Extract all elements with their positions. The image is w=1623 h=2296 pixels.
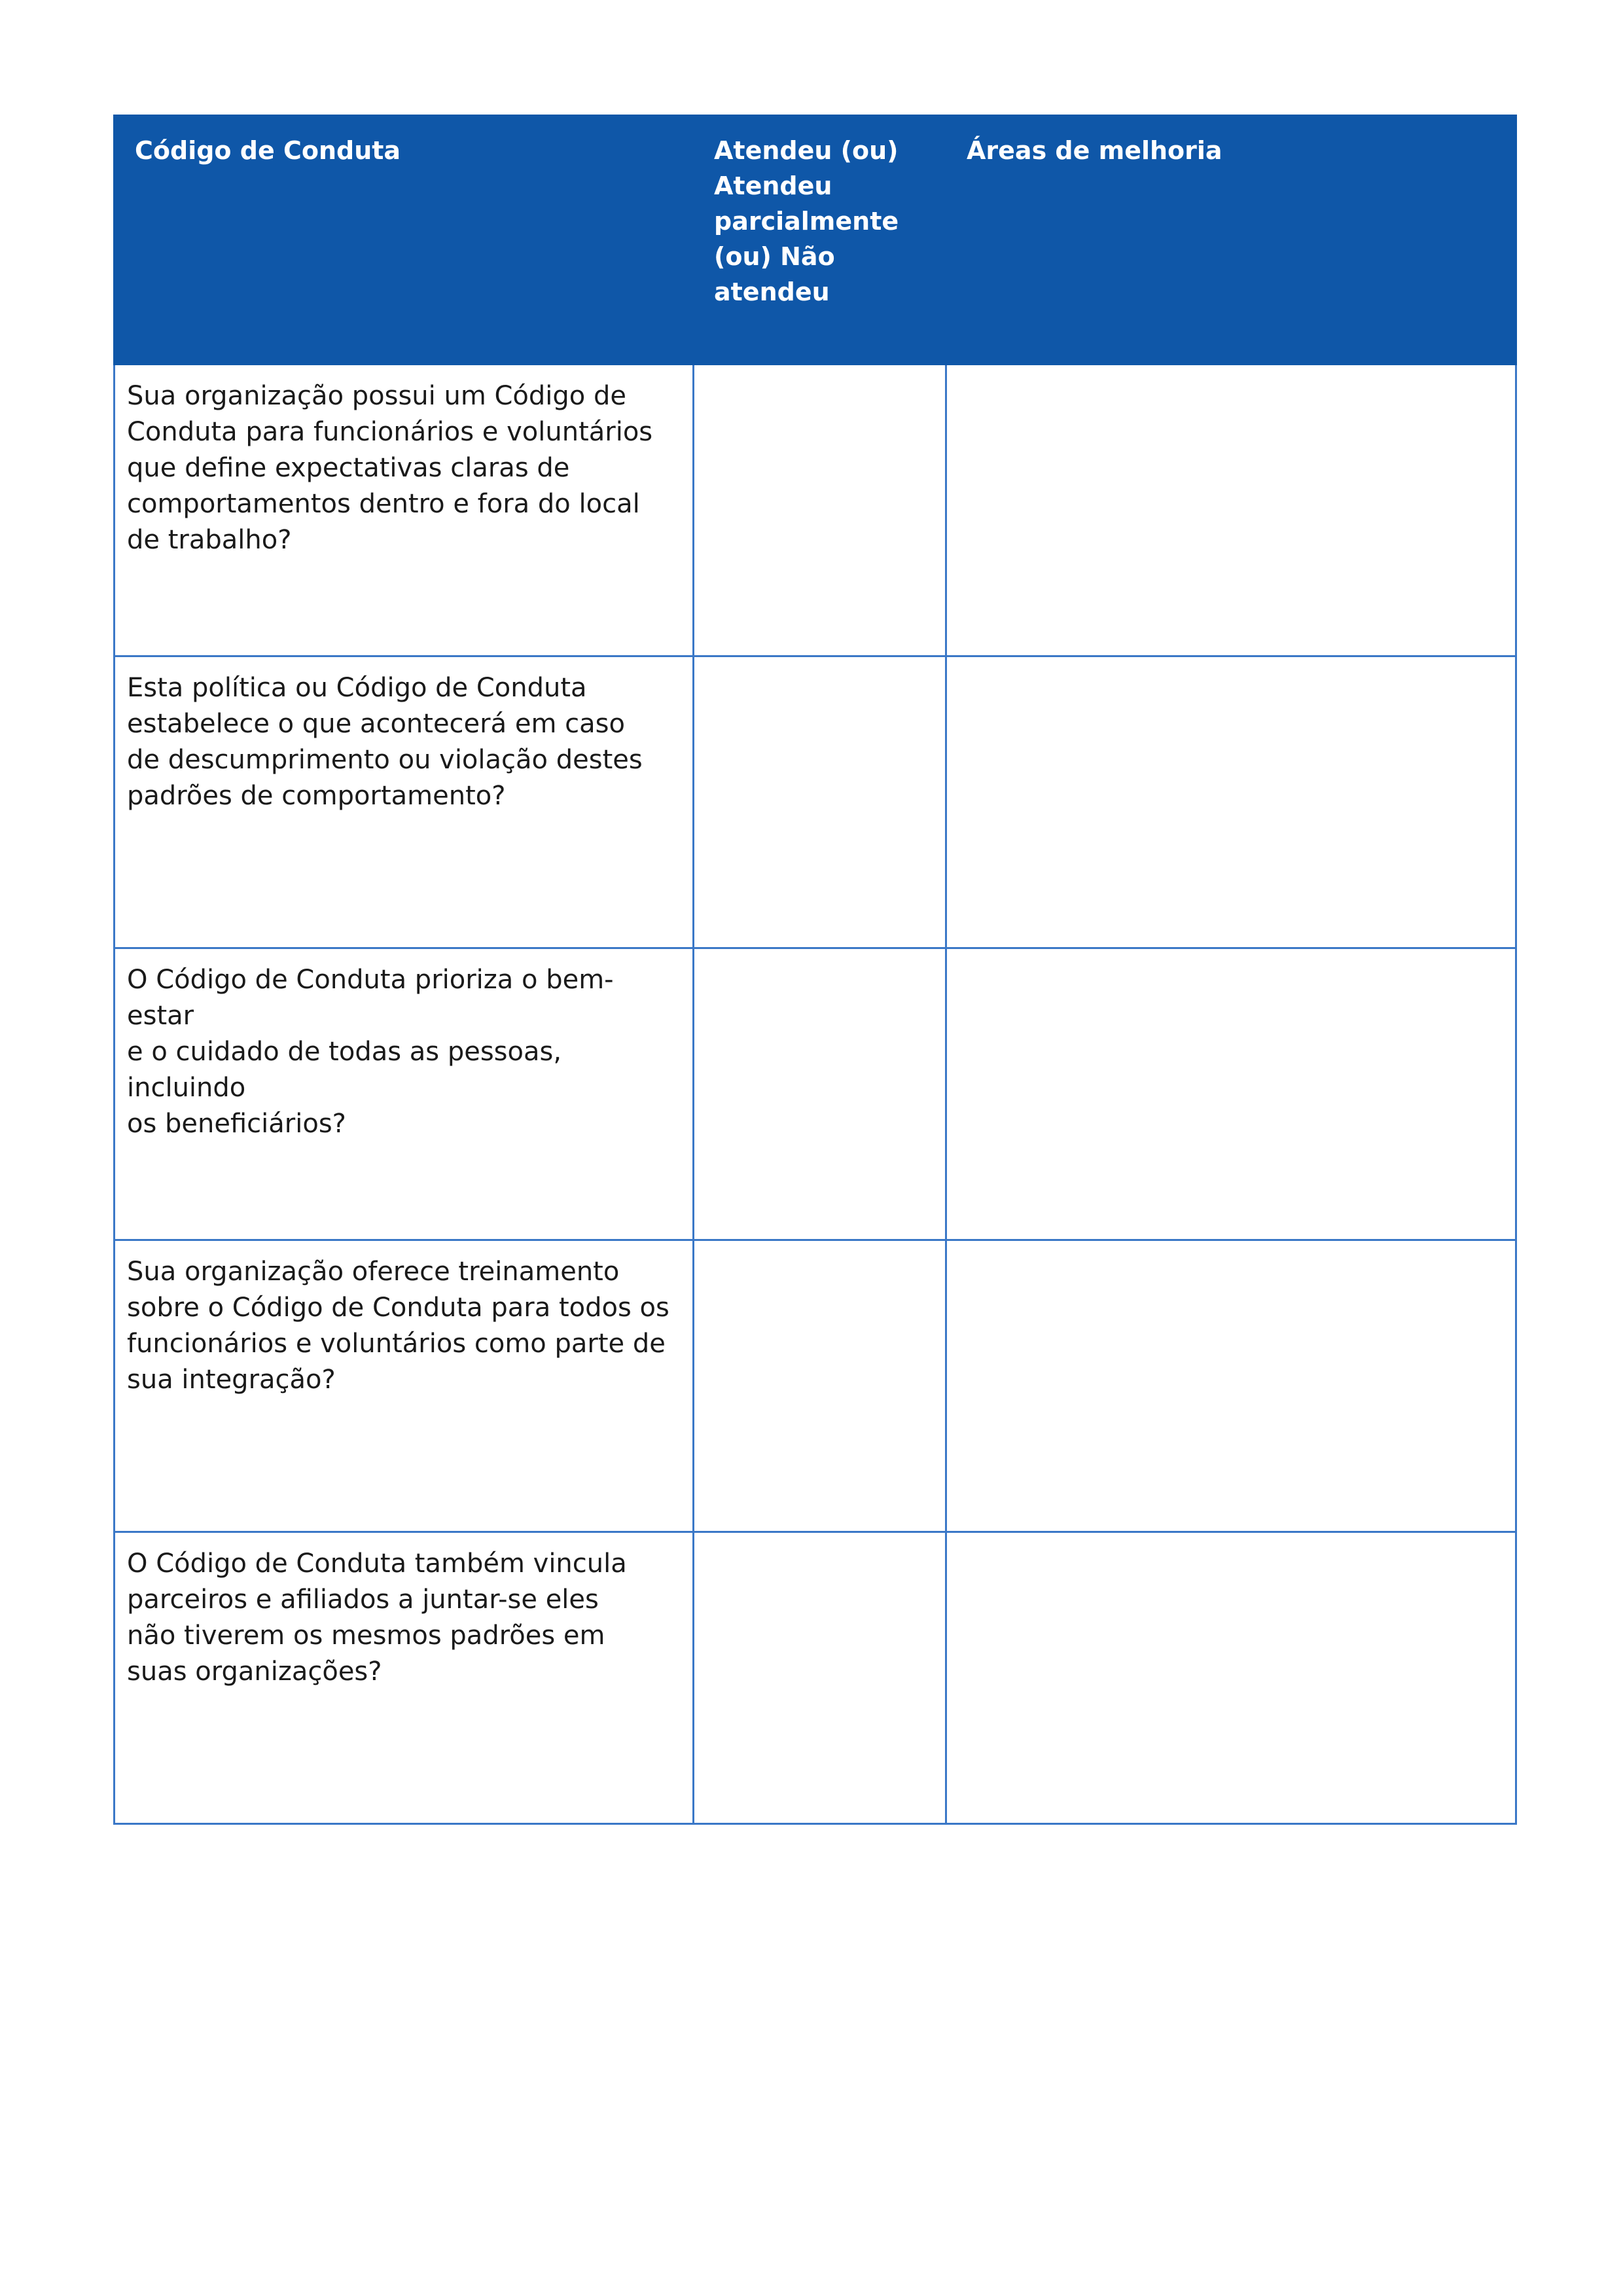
- question-text: Sua organização oferece treinamento sobre o Código de Conduta para todos os funcionários e voluntários como parte de sua integração?: [127, 1257, 669, 1395]
- question-text: O Código de Conduta também vincula parceiros e afiliados a juntar-se eles não tiverem os mesmos padrões em suas organizações?: [127, 1549, 627, 1687]
- header-improvement-areas: [946, 116, 1516, 365]
- question-text: O Código de Conduta prioriza o bem-estar e o cuidado de todas as pessoas, incluindo os beneficiários?: [127, 965, 614, 1139]
- question-cell: [115, 1240, 694, 1532]
- table-row: [115, 1240, 1516, 1532]
- question-cell: [115, 948, 694, 1240]
- question-cell: [115, 365, 694, 656]
- improvement-cell[interactable]: [946, 365, 1516, 656]
- table-body: [115, 365, 1516, 1824]
- status-cell[interactable]: [694, 365, 946, 656]
- header-code-of-conduct: [115, 116, 694, 365]
- status-cell[interactable]: [694, 656, 946, 948]
- header-status-label: Atendeu (ou) Atendeu parcialmente (ou) Não atendeu: [714, 136, 899, 306]
- code-of-conduct-assessment-table: [113, 115, 1517, 1825]
- table-header: [115, 116, 1516, 365]
- question-cell: [115, 656, 694, 948]
- table-row: [115, 656, 1516, 948]
- question-text: Sua organização possui um Código de Conduta para funcionários e voluntários que define expectativas claras de comportamentos dentro e fora do local de trabalho?: [127, 381, 653, 555]
- header-status: [694, 116, 946, 365]
- table-row: [115, 948, 1516, 1240]
- question-text: Esta política ou Código de Conduta estabelece o que acontecerá em caso de descumprimento ou violação destes padrões de comportamento?: [127, 673, 643, 811]
- table-row: [115, 1532, 1516, 1824]
- improvement-cell[interactable]: [946, 1240, 1516, 1532]
- table-row: [115, 365, 1516, 656]
- status-cell[interactable]: [694, 1532, 946, 1824]
- header-row: [115, 116, 1516, 365]
- improvement-cell[interactable]: [946, 948, 1516, 1240]
- status-cell[interactable]: [694, 1240, 946, 1532]
- improvement-cell[interactable]: [946, 656, 1516, 948]
- status-cell[interactable]: [694, 948, 946, 1240]
- header-improvement-areas-label: Áreas de melhoria: [967, 136, 1222, 165]
- improvement-cell[interactable]: [946, 1532, 1516, 1824]
- header-code-of-conduct-label: Código de Conduta: [135, 136, 401, 165]
- question-cell: [115, 1532, 694, 1824]
